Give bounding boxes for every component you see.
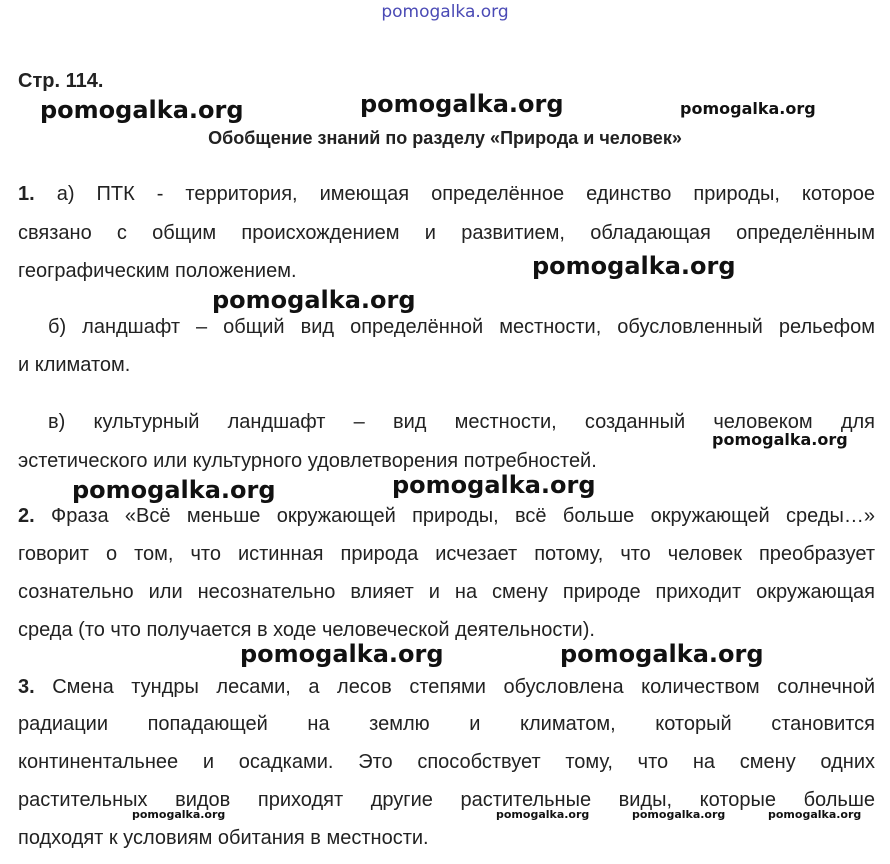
item-1-line-4: б) ландшафт – общий вид определённой местности, обусловленный рельефом [48, 316, 875, 338]
watermark: pomogalka.org [712, 430, 848, 449]
watermark: pomogalka.org [392, 471, 596, 499]
watermark: pomogalka.org [768, 808, 862, 821]
watermark: pomogalka.org [680, 99, 816, 118]
watermark: pomogalka.org [240, 640, 444, 668]
item-3-line-1: 3. Смена тундры лесами, а лесов степями обусловлена количеством солнечной [18, 676, 875, 698]
item-2-line-4: среда (то что получается в ходе человеческой деятельности). [18, 619, 595, 641]
item-1-line-5: и климатом. [18, 354, 131, 376]
watermark: pomogalka.org [212, 286, 416, 314]
watermark: pomogalka.org [560, 640, 764, 668]
watermark: pomogalka.org [496, 808, 590, 821]
watermark: pomogalka.org [72, 476, 276, 504]
watermark: pomogalka.org [132, 808, 226, 821]
item-2-line-3: сознательно или несознательно влияет и на смену природе приходит окружающая [18, 581, 875, 603]
item-2-line-1: 2. Фраза «Всё меньше окружающей природы, всё больше окружающей среды…» [18, 505, 875, 527]
item-number: 1. [18, 183, 35, 205]
watermark: pomogalka.org [632, 808, 726, 821]
watermark: pomogalka.org [360, 90, 564, 118]
item-1-line-3: географическим положением. [18, 260, 297, 282]
item-1-line-2: связано с общим происхождением и развитием, обладающая определённым [18, 222, 875, 244]
item-1-line-7: эстетического или культурного удовлетворения потребностей. [18, 450, 597, 472]
watermark: pomogalka.org [40, 96, 244, 124]
item-3-line-5: подходят к условиям обитания в местности. [18, 827, 429, 849]
page-label: Стр. 114. [18, 70, 104, 92]
item-3-line-4: растительных видов приходят другие растительные виды, которые больше [18, 789, 875, 811]
item-number: 2. [18, 505, 35, 527]
item-number: 3. [18, 676, 35, 698]
item-1-line-1: 1. а) ПТК - территория, имеющая определённое единство природы, которое [18, 183, 875, 205]
header-watermark: pomogalka.org [381, 2, 509, 22]
watermark: pomogalka.org [532, 252, 736, 280]
item-3-line-2: радиации попадающей на землю и климатом, который становится [18, 713, 875, 735]
item-3-line-3: континентальнее и осадками. Это способствует тому, что на смену одних [18, 751, 875, 773]
section-title: Обобщение знаний по разделу «Природа и человек» [208, 128, 682, 148]
item-2-line-2: говорит о том, что истинная природа исчезает потому, что человек преобразует [18, 543, 875, 565]
item-1-line-6: в) культурный ландшафт – вид местности, созданный человеком для [48, 411, 875, 433]
